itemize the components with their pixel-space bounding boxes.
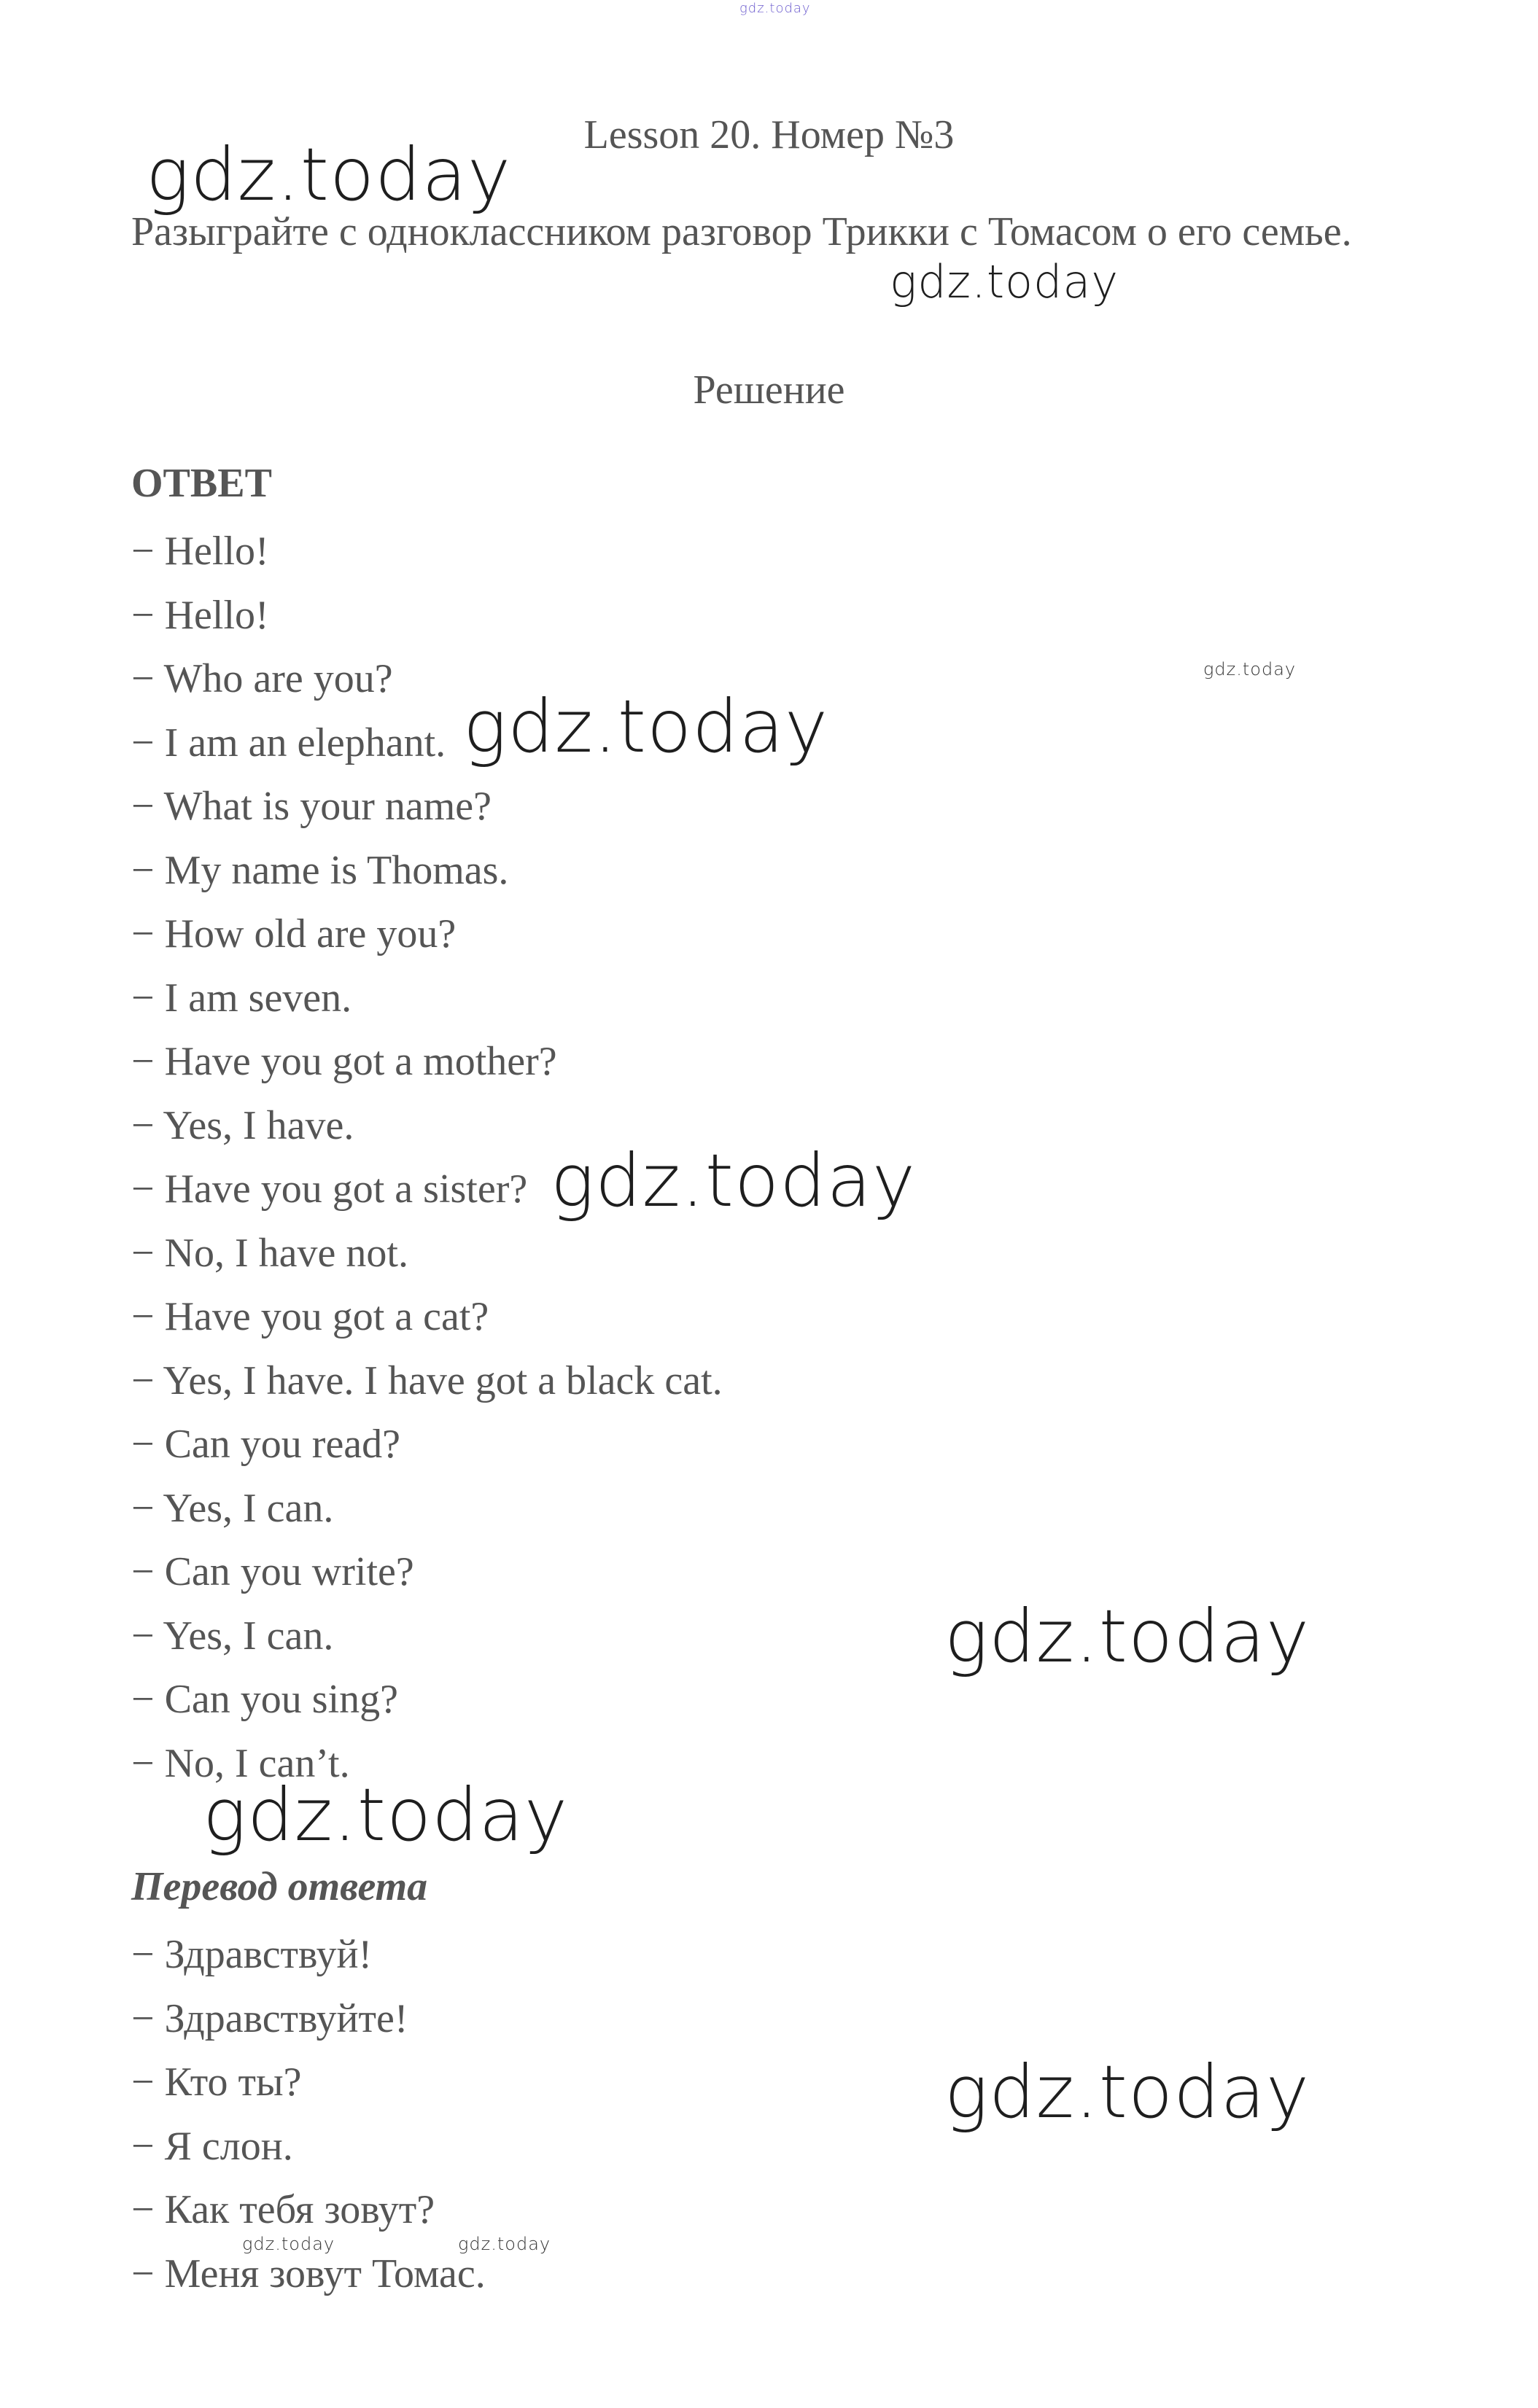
watermark: gdz.today <box>146 132 512 217</box>
dialogue-line: − Have you got a mother? <box>131 1039 557 1084</box>
dialogue-line: − Have you got a cat? <box>131 1294 489 1339</box>
watermark: gdz.today <box>944 2049 1310 2135</box>
watermark: gdz.today <box>203 1772 569 1858</box>
dialogue-line: − My name is Thomas. <box>131 847 509 893</box>
dialogue-line: − Yes, I have. <box>131 1102 354 1148</box>
dialogue-line: − Can you read? <box>131 1422 401 1467</box>
watermark: gdz.today <box>242 2234 335 2254</box>
translation-line: − Как тебя зовут? <box>131 2187 435 2232</box>
dialogue-line: − Can you write? <box>131 1549 414 1594</box>
dialogue-line: − Can you sing? <box>131 1677 398 1722</box>
watermark: gdz.today <box>739 1 811 16</box>
dialogue-line: − Hello! <box>131 529 269 574</box>
translation-line: − Меня зовут Томас. <box>131 2251 486 2296</box>
translation-line: − Здравствуй! <box>131 1932 373 1977</box>
answer-heading: ОТВЕТ <box>131 461 272 506</box>
translation-line: − Здравствуйте! <box>131 1995 408 2041</box>
watermark: gdz.today <box>463 684 829 769</box>
watermark: gdz.today <box>944 1594 1310 1679</box>
page-title: Lesson 20. Номер №3 <box>583 112 955 157</box>
dialogue-line: − What is your name? <box>131 784 492 829</box>
dialogue-line: − Hello! <box>131 592 269 638</box>
dialogue-line: − Yes, I can. <box>131 1485 334 1531</box>
dialogue-line: − No, I can’t. <box>131 1740 350 1786</box>
watermark: gdz.today <box>890 255 1119 308</box>
dialogue-line: − I am seven. <box>131 975 352 1021</box>
dialogue-line: − No, I have not. <box>131 1230 408 1276</box>
dialogue-line: − Have you got a sister? <box>131 1166 528 1212</box>
dialogue-line: − I am an elephant. <box>131 720 446 765</box>
task-text: Разыграйте с одноклассником разговор Трикки с Томасом о его семье. <box>131 209 1352 254</box>
watermark: gdz.today <box>551 1138 917 1223</box>
dialogue-line: − Who are you? <box>131 656 393 701</box>
dialogue-line: − Yes, I can. <box>131 1613 334 1659</box>
solution-label: Решение <box>693 367 845 413</box>
translation-line: − Я слон. <box>131 2123 293 2169</box>
watermark: gdz.today <box>458 2234 551 2254</box>
translation-heading: Перевод ответа <box>131 1864 428 1909</box>
translation-line: − Кто ты? <box>131 2060 302 2105</box>
watermark: gdz.today <box>1203 659 1297 679</box>
dialogue-line: − Yes, I have. I have got a black cat. <box>131 1357 723 1403</box>
dialogue-line: − How old are you? <box>131 911 457 956</box>
